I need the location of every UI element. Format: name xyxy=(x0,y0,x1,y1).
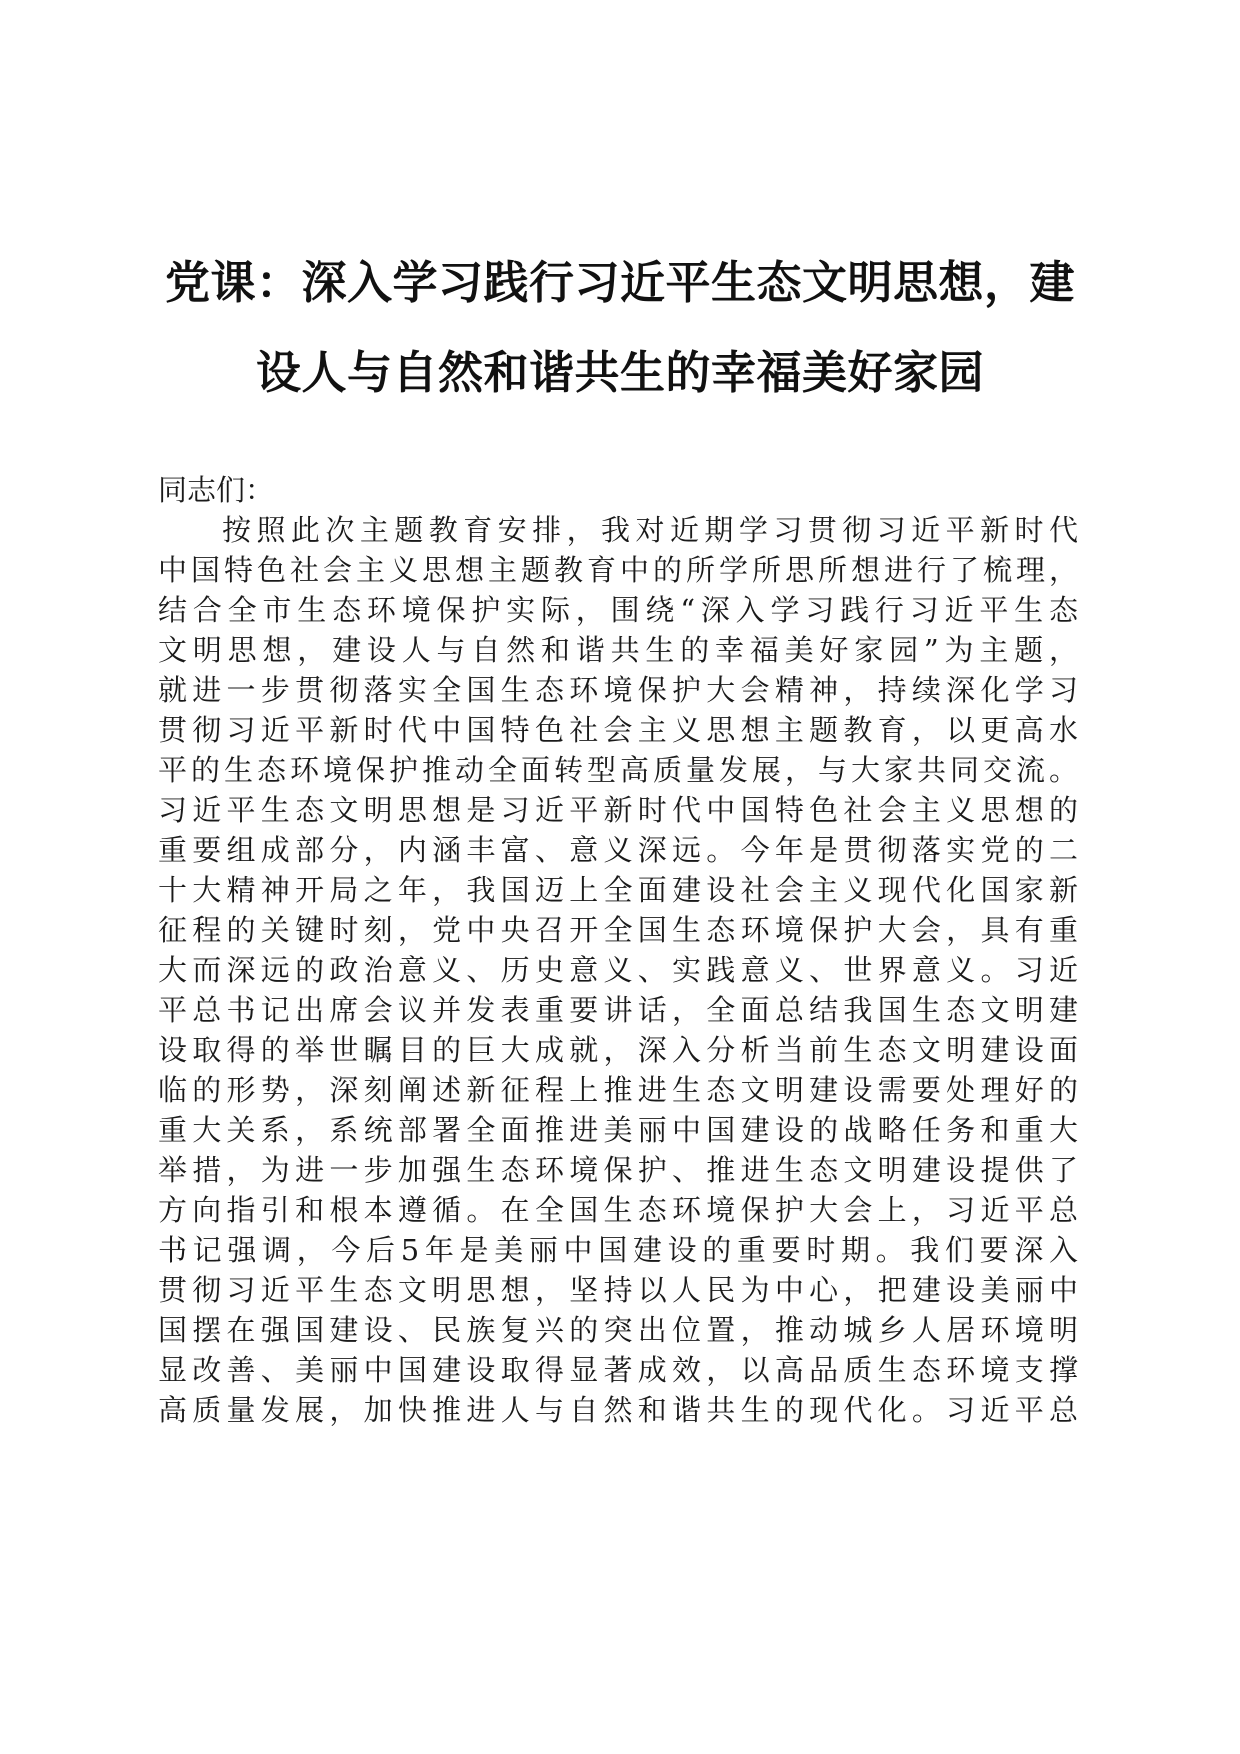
body-line: 显改善、美丽中国建设取得显著成效，以高品质生态环境支撑 xyxy=(158,1353,1078,1387)
body-line: 中国特色社会主义思想主题教育中的所学所思所想进行了梳理， xyxy=(158,553,1078,587)
body-line: 习近平生态文明思想是习近平新时代中国特色社会主义思想的 xyxy=(158,793,1078,827)
body-line: 按照此次主题教育安排，我对近期学习贯彻习近平新时代 xyxy=(222,513,1078,547)
body-line: 国摆在强国建设、民族复兴的突出位置，推动城乡人居环境明 xyxy=(158,1313,1078,1347)
body-line: 平的生态环境保护推动全面转型高质量发展，与大家共同交流。 xyxy=(158,753,1078,787)
title-line-1: 党课：深入学习践行习近平生态文明思想，建 xyxy=(164,256,1075,309)
body-line: 贯彻习近平生态文明思想，坚持以人民为中心，把建设美丽中 xyxy=(158,1273,1078,1307)
body-line: 方向指引和根本遵循。在全国生态环境保护大会上，习近平总 xyxy=(158,1193,1078,1227)
body-line: 设取得的举世瞩目的巨大成就，深入分析当前生态文明建设面 xyxy=(158,1033,1078,1067)
body-line: 平总书记出席会议并发表重要讲话，全面总结我国生态文明建 xyxy=(158,993,1078,1027)
body-line: 举措，为进一步加强生态环境保护、推进生态文明建设提供了 xyxy=(158,1153,1078,1187)
body-line: 征程的关键时刻，党中央召开全国生态环境保护大会，具有重 xyxy=(158,913,1078,947)
salutation: 同志们： xyxy=(158,473,275,507)
body-line: 重大关系，系统部署全面推进美丽中国建设的战略任务和重大 xyxy=(158,1113,1078,1147)
body-line: 贯彻习近平新时代中国特色社会主义思想主题教育，以更高水 xyxy=(158,713,1078,747)
title-line-2: 设人与自然和谐共生的幸福美好家园 xyxy=(255,346,984,399)
body-line: 文明思想，建设人与自然和谐共生的幸福美好家园”为主题， xyxy=(158,633,1078,667)
body-line: 书记强调，今后5年是美丽中国建设的重要时期。我们要深入 xyxy=(158,1233,1078,1267)
body-line: 大而深远的政治意义、历史意义、实践意义、世界意义。习近 xyxy=(158,953,1078,987)
body-line: 结合全市生态环境保护实际，围绕“深入学习践行习近平生态 xyxy=(158,593,1078,627)
body-line: 重要组成部分，内涵丰富、意义深远。今年是贯彻落实党的二 xyxy=(158,833,1078,867)
body-line: 临的形势，深刻阐述新征程上推进生态文明建设需要处理好的 xyxy=(158,1073,1078,1107)
body-line: 高质量发展，加快推进人与自然和谐共生的现代化。习近平总 xyxy=(158,1393,1078,1427)
body-line: 就进一步贯彻落实全国生态环境保护大会精神，持续深化学习 xyxy=(158,673,1078,707)
document-title xyxy=(150,238,1090,418)
body-line: 十大精神开局之年，我国迈上全面建设社会主义现代化国家新 xyxy=(158,873,1078,907)
document-body xyxy=(158,470,1078,1430)
